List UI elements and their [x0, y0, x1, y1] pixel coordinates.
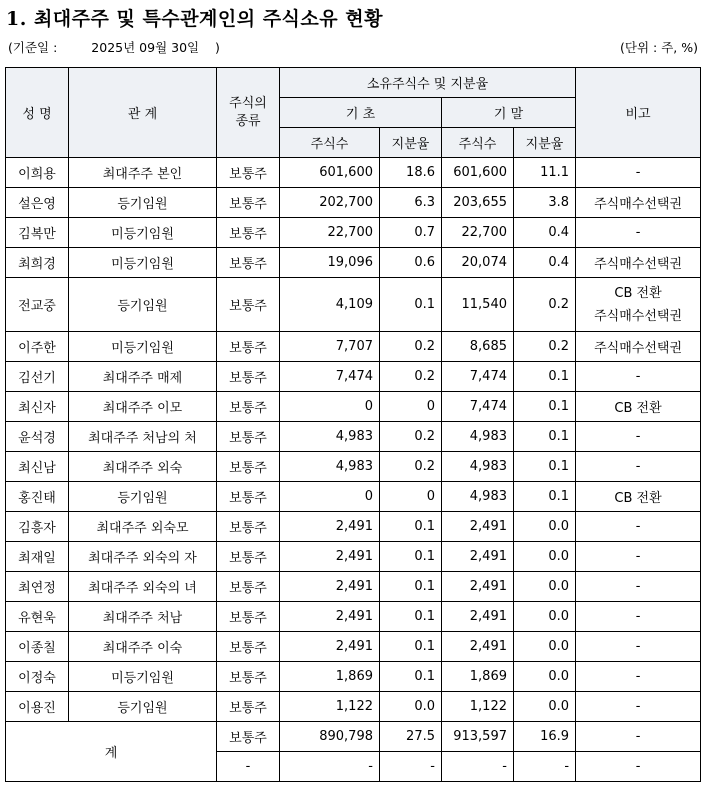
row-begin-ratio: 0.1: [380, 572, 442, 602]
row-begin-ratio: 6.3: [380, 188, 442, 218]
row-end-shares: 4,983: [442, 452, 514, 482]
row-stock-type: 보통주: [217, 542, 280, 572]
row-begin-shares: 1,869: [280, 662, 380, 692]
row-end-ratio: 0.2: [514, 332, 576, 362]
total-end-ratio: -: [514, 752, 576, 782]
row-relation: 등기임원: [69, 692, 217, 722]
row-end-ratio: 0.1: [514, 482, 576, 512]
row-end-ratio: 0.2: [514, 278, 576, 332]
row-end-shares: 2,491: [442, 512, 514, 542]
shareholding-table: [5, 67, 701, 782]
row-end-ratio: 11.1: [514, 158, 576, 188]
row-note: -: [576, 422, 701, 452]
row-end-shares: 2,491: [442, 572, 514, 602]
row-name: 이용진: [6, 692, 69, 722]
row-begin-shares: 2,491: [280, 542, 380, 572]
row-begin-shares: 2,491: [280, 632, 380, 662]
row-note: 주식매수선택권: [576, 332, 701, 362]
page-title: 1. 최대주주 및 특수관계인의 주식소유 현황: [6, 8, 383, 30]
row-begin-ratio: 0: [380, 482, 442, 512]
row-end-ratio: 3.8: [514, 188, 576, 218]
row-end-ratio: 0.0: [514, 602, 576, 632]
row-note: -: [576, 632, 701, 662]
total-note: -: [576, 752, 701, 782]
table-row: [6, 332, 701, 362]
total-begin-shares: 890,798: [280, 722, 380, 752]
row-note: -: [576, 542, 701, 572]
row-name: 최재일: [6, 542, 69, 572]
row-stock-type: 보통주: [217, 632, 280, 662]
row-relation: 최대주주 이모: [69, 392, 217, 422]
row-name: 최신남: [6, 452, 69, 482]
row-note: -: [576, 662, 701, 692]
header-name: 성 명: [6, 68, 69, 158]
row-end-shares: 7,474: [442, 362, 514, 392]
base-date: [8, 38, 220, 56]
row-begin-shares: 1,122: [280, 692, 380, 722]
row-begin-ratio: 0.6: [380, 248, 442, 278]
row-begin-ratio: 0.2: [380, 332, 442, 362]
row-end-shares: 4,983: [442, 422, 514, 452]
table-row: [6, 392, 701, 422]
row-begin-ratio: 0.1: [380, 662, 442, 692]
header-end-shares: 주식수: [442, 128, 514, 158]
header-begin-ratio: 지분율: [380, 128, 442, 158]
row-begin-shares: 0: [280, 482, 380, 512]
row-end-shares: 601,600: [442, 158, 514, 188]
row-stock-type: 보통주: [217, 662, 280, 692]
table-row: [6, 188, 701, 218]
row-begin-ratio: 0.1: [380, 632, 442, 662]
row-name: 윤석경: [6, 422, 69, 452]
total-end-shares: -: [442, 752, 514, 782]
row-end-shares: 2,491: [442, 602, 514, 632]
table-row: [6, 278, 701, 332]
row-note: -: [576, 452, 701, 482]
total-stock-type: -: [217, 752, 280, 782]
row-name: 유현욱: [6, 602, 69, 632]
row-note-line: CB 전환: [614, 285, 662, 301]
row-end-ratio: 0.4: [514, 218, 576, 248]
table-row: [6, 422, 701, 452]
row-relation: 등기임원: [69, 482, 217, 512]
row-begin-shares: 202,700: [280, 188, 380, 218]
total-begin-shares: -: [280, 752, 380, 782]
row-begin-shares: 2,491: [280, 602, 380, 632]
row-end-ratio: 0.1: [514, 392, 576, 422]
row-relation: 최대주주 외숙의 녀: [69, 572, 217, 602]
row-stock-type: 보통주: [217, 422, 280, 452]
row-stock-type: 보통주: [217, 572, 280, 602]
row-begin-shares: 4,983: [280, 422, 380, 452]
total-begin-ratio: -: [380, 752, 442, 782]
row-end-ratio: 0.1: [514, 362, 576, 392]
base-date-close: ): [215, 40, 220, 55]
row-note: -: [576, 218, 701, 248]
row-begin-shares: 601,600: [280, 158, 380, 188]
row-note: 주식매수선택권: [576, 188, 701, 218]
row-end-ratio: 0.0: [514, 632, 576, 662]
total-end-shares: 913,597: [442, 722, 514, 752]
row-end-shares: 20,074: [442, 248, 514, 278]
table-row: [6, 692, 701, 722]
total-begin-ratio: 27.5: [380, 722, 442, 752]
row-end-shares: 7,474: [442, 392, 514, 422]
row-note: CB 전환: [576, 482, 701, 512]
row-name: 김복만: [6, 218, 69, 248]
header-begin: 기 초: [280, 98, 442, 128]
row-begin-ratio: 0.1: [380, 512, 442, 542]
base-date-label: (기준일 :: [8, 40, 58, 55]
total-label: 계: [6, 722, 217, 782]
row-name: 김흥자: [6, 512, 69, 542]
row-note: -: [576, 158, 701, 188]
row-stock-type: 보통주: [217, 512, 280, 542]
row-relation: 최대주주 본인: [69, 158, 217, 188]
header-end: 기 말: [442, 98, 576, 128]
table-row: [6, 482, 701, 512]
header-stock-type: 주식의 종류: [217, 68, 280, 158]
row-name: 이주한: [6, 332, 69, 362]
row-note: -: [576, 602, 701, 632]
row-relation: 최대주주 외숙의 자: [69, 542, 217, 572]
row-begin-ratio: 0.2: [380, 422, 442, 452]
row-end-shares: 11,540: [442, 278, 514, 332]
row-note: -: [576, 362, 701, 392]
table-row: [6, 248, 701, 278]
unit-label: (단위 : 주, %): [620, 40, 698, 55]
total-stock-type: 보통주: [217, 722, 280, 752]
row-end-shares: 2,491: [442, 632, 514, 662]
row-end-shares: 1,122: [442, 692, 514, 722]
table-row: [6, 512, 701, 542]
row-note: 주식매수선택권: [576, 248, 701, 278]
row-note: [576, 278, 701, 332]
row-end-shares: 22,700: [442, 218, 514, 248]
row-relation: 최대주주 이숙: [69, 632, 217, 662]
row-begin-shares: 4,109: [280, 278, 380, 332]
row-begin-ratio: 0.0: [380, 692, 442, 722]
row-begin-ratio: 0: [380, 392, 442, 422]
row-relation: 미등기임원: [69, 248, 217, 278]
header-note: 비고: [576, 68, 701, 158]
row-begin-shares: 2,491: [280, 572, 380, 602]
table-row: [6, 362, 701, 392]
total-end-ratio: 16.9: [514, 722, 576, 752]
row-stock-type: 보통주: [217, 188, 280, 218]
row-begin-ratio: 0.7: [380, 218, 442, 248]
row-begin-ratio: 0.2: [380, 452, 442, 482]
row-begin-shares: 19,096: [280, 248, 380, 278]
row-name: 김선기: [6, 362, 69, 392]
row-stock-type: 보통주: [217, 248, 280, 278]
row-begin-shares: 7,707: [280, 332, 380, 362]
row-name: 설은영: [6, 188, 69, 218]
row-end-shares: 8,685: [442, 332, 514, 362]
row-note: -: [576, 512, 701, 542]
row-end-ratio: 0.1: [514, 422, 576, 452]
table-row: [6, 662, 701, 692]
row-end-shares: 2,491: [442, 542, 514, 572]
row-stock-type: 보통주: [217, 218, 280, 248]
table-row: [6, 632, 701, 662]
row-end-shares: 1,869: [442, 662, 514, 692]
header-holdings: 소유주식수 및 지분율: [280, 68, 576, 98]
row-name: 이종칠: [6, 632, 69, 662]
row-name: 이정숙: [6, 662, 69, 692]
row-stock-type: 보통주: [217, 692, 280, 722]
table-row: [6, 452, 701, 482]
total-note: -: [576, 722, 701, 752]
row-begin-shares: 22,700: [280, 218, 380, 248]
row-relation: 최대주주 매제: [69, 362, 217, 392]
row-name: 전교중: [6, 278, 69, 332]
row-note: -: [576, 692, 701, 722]
row-name: 최신자: [6, 392, 69, 422]
row-begin-ratio: 18.6: [380, 158, 442, 188]
header-end-ratio: 지분율: [514, 128, 576, 158]
row-relation: 등기임원: [69, 278, 217, 332]
row-name: 최연정: [6, 572, 69, 602]
header-begin-shares: 주식수: [280, 128, 380, 158]
table-row: [6, 218, 701, 248]
table-row: [6, 572, 701, 602]
row-relation: 미등기임원: [69, 218, 217, 248]
row-end-ratio: 0.0: [514, 512, 576, 542]
row-relation: 미등기임원: [69, 662, 217, 692]
table-row: [6, 602, 701, 632]
row-begin-shares: 4,983: [280, 452, 380, 482]
row-stock-type: 보통주: [217, 332, 280, 362]
row-stock-type: 보통주: [217, 482, 280, 512]
row-stock-type: 보통주: [217, 602, 280, 632]
row-begin-ratio: 0.1: [380, 278, 442, 332]
row-end-ratio: 0.1: [514, 452, 576, 482]
row-begin-ratio: 0.1: [380, 602, 442, 632]
row-note-line: 주식매수선택권: [594, 308, 682, 324]
row-stock-type: 보통주: [217, 278, 280, 332]
row-end-ratio: 0.0: [514, 692, 576, 722]
row-begin-ratio: 0.1: [380, 542, 442, 572]
row-end-ratio: 0.0: [514, 572, 576, 602]
row-stock-type: 보통주: [217, 158, 280, 188]
row-note: CB 전환: [576, 392, 701, 422]
row-begin-shares: 0: [280, 392, 380, 422]
row-relation: 미등기임원: [69, 332, 217, 362]
table-row: [6, 542, 701, 572]
row-name: 홍진태: [6, 482, 69, 512]
table-row: [6, 158, 701, 188]
total-row: [6, 722, 701, 752]
base-date-value: 2025년 09월 30일: [91, 40, 200, 55]
row-end-ratio: 0.4: [514, 248, 576, 278]
row-stock-type: 보통주: [217, 362, 280, 392]
row-stock-type: 보통주: [217, 452, 280, 482]
row-relation: 최대주주 처남: [69, 602, 217, 632]
row-relation: 최대주주 처남의 처: [69, 422, 217, 452]
row-begin-shares: 7,474: [280, 362, 380, 392]
row-begin-ratio: 0.2: [380, 362, 442, 392]
row-stock-type: 보통주: [217, 392, 280, 422]
row-end-ratio: 0.0: [514, 662, 576, 692]
row-end-ratio: 0.0: [514, 542, 576, 572]
row-end-shares: 203,655: [442, 188, 514, 218]
row-relation: 최대주주 외숙모: [69, 512, 217, 542]
row-name: 최희경: [6, 248, 69, 278]
row-relation: 등기임원: [69, 188, 217, 218]
row-name: 이희용: [6, 158, 69, 188]
header-relation: 관 계: [69, 68, 217, 158]
row-end-shares: 4,983: [442, 482, 514, 512]
row-begin-shares: 2,491: [280, 512, 380, 542]
row-note: -: [576, 572, 701, 602]
row-relation: 최대주주 외숙: [69, 452, 217, 482]
